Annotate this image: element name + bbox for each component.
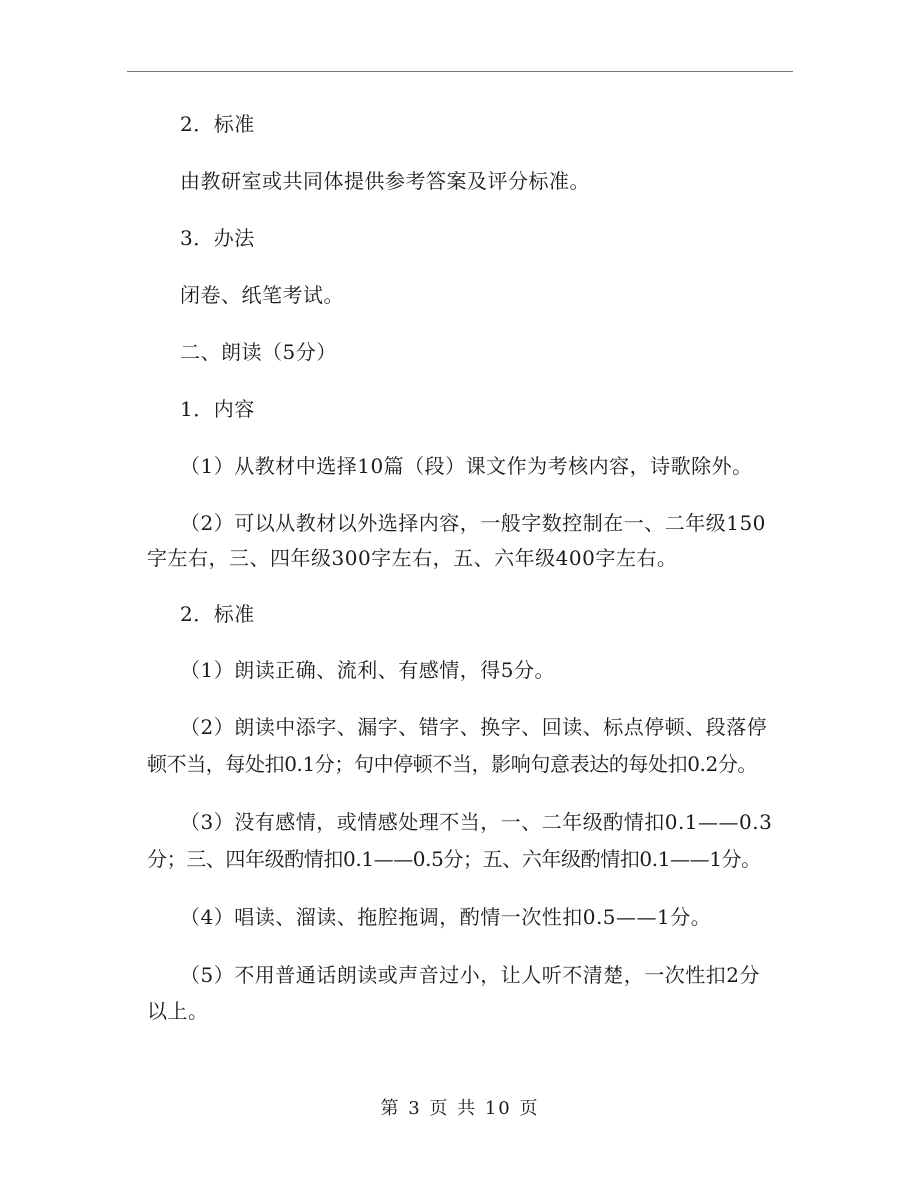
paragraph: 闭卷、纸笔考试。	[180, 283, 344, 307]
list-item: （1）从教材中选择10篇（段）课文作为考核内容，诗歌除外。	[180, 454, 753, 478]
section-title-method: 3．办法	[180, 226, 255, 250]
list-item: （5）不用普通话朗读或声音过小，让人听不清楚，一次性扣2分	[180, 963, 760, 987]
section-heading-reading: 二、朗读（5分）	[180, 340, 337, 364]
list-item: （3）没有感情，或情感处理不当，一、二年级酌情扣0.1——0.3	[180, 810, 773, 834]
header-rule	[127, 71, 793, 72]
list-item-continuation: 分；三、四年级酌情扣0.1——0.5分；五、六年级酌情扣0.1——1分。	[147, 847, 761, 871]
page-number: 第 3 页 共 10 页	[380, 1098, 540, 1119]
list-item: （1）朗读正确、流利、有感情，得5分。	[180, 658, 555, 682]
list-item-continuation: 以上。	[147, 999, 209, 1023]
paragraph: 由教研室或共同体提供参考答案及评分标准。	[180, 169, 590, 193]
section-title-standard: 2．标准	[180, 112, 255, 136]
list-item: （2）可以从教材以外选择内容，一般字数控制在一、二年级150	[180, 511, 766, 535]
list-item-continuation: 顿不当，每处扣0.1分；句中停顿不当，影响句意表达的每处扣0.2分。	[147, 752, 758, 776]
list-item-continuation: 字左右，三、四年级300字左右，五、六年级400字左右。	[147, 546, 678, 570]
list-item: （4）唱读、溜读、拖腔拖调，酌情一次性扣0.5——1分。	[180, 905, 712, 929]
section-title-standard-2: 2．标准	[180, 602, 255, 626]
section-title-content: 1．内容	[180, 397, 255, 421]
list-item: （2）朗读中添字、漏字、错字、换字、回读、标点停顿、段落停	[180, 715, 768, 739]
